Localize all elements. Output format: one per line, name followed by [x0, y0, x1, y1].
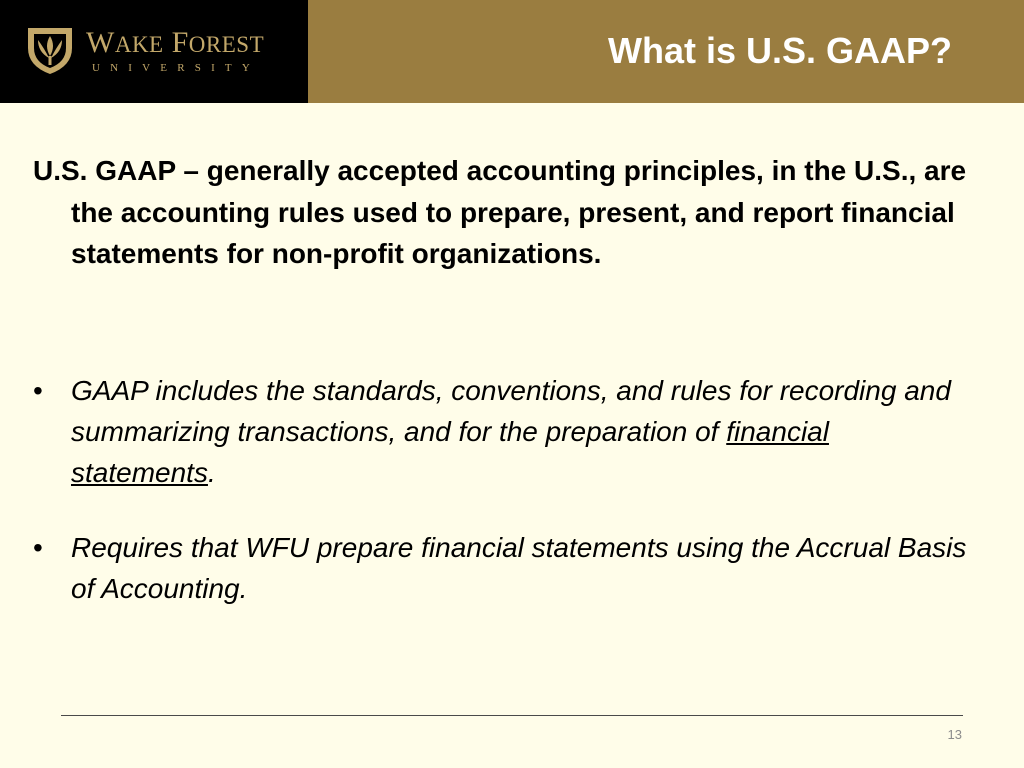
bullet-text: GAAP includes the standards, conventions, and rules for recording and summarizing transactions, and for the preparation of: [71, 375, 951, 447]
logo-subtitle: UNIVERSITY: [92, 62, 260, 74]
financial-statements-link[interactable]: financial statements: [71, 416, 829, 488]
header-bar: [0, 0, 1024, 103]
bullet-text-end: .: [207, 457, 216, 488]
slide-title: What is U.S. GAAP?: [607, 30, 952, 71]
shield-icon: [22, 22, 78, 78]
page-number: 13: [947, 727, 962, 742]
bullet-marker: •: [33, 532, 43, 563]
bullet-list: [33, 370, 978, 643]
bullet-item: [33, 370, 978, 493]
logo-wordmark: WAKE FOREST: [86, 26, 265, 59]
bullet-marker: •: [33, 375, 43, 406]
university-logo: [0, 0, 308, 103]
footer-divider: [61, 715, 963, 716]
bullet-item: [33, 527, 978, 609]
definition-paragraph: U.S. GAAP – generally accepted accounting principles, in the U.S., are the accounting rules used to prepare, present, and report financial statements for non-profit organizations.: [33, 155, 967, 269]
bullet-text: Requires that WFU prepare financial statements using the Accrual Basis of Accounting.: [71, 532, 967, 604]
